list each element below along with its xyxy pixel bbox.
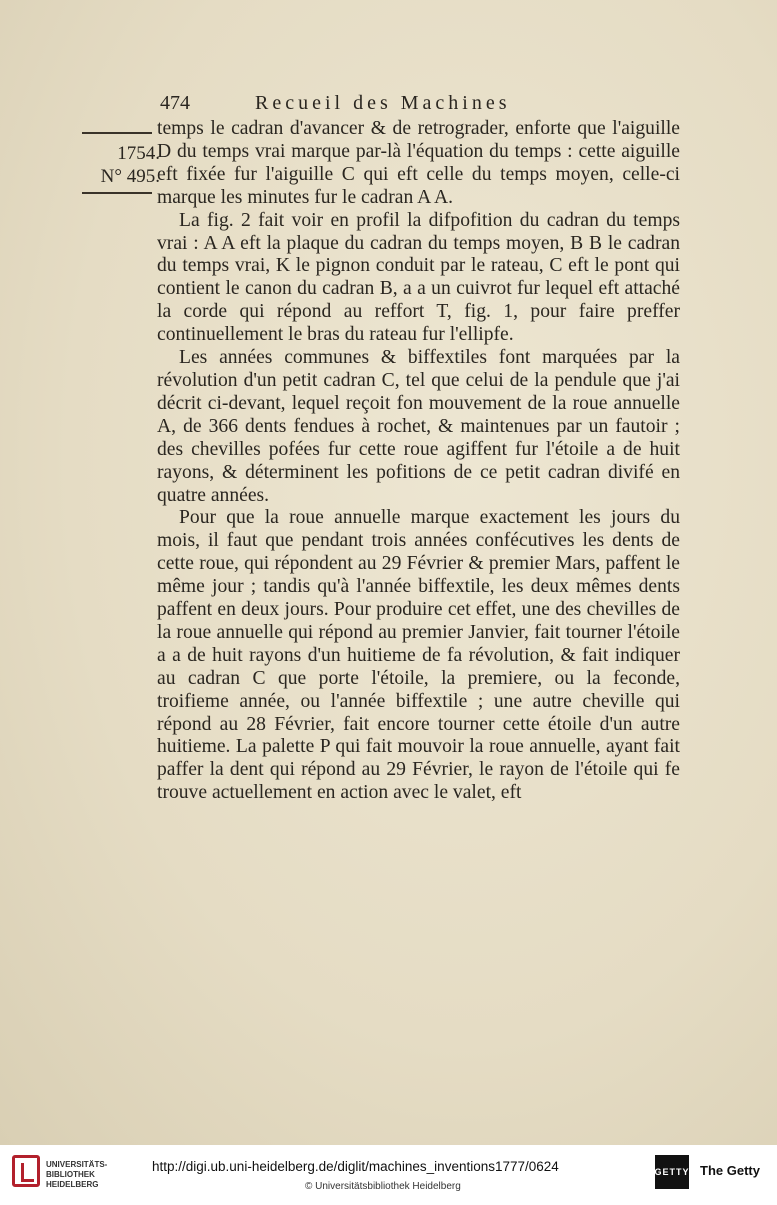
running-title: Recueil des Machines	[255, 92, 511, 114]
paragraph: La fig. 2 fait voir en profil la difpofition du cadran du temps vrai : A A eft la plaque du cadran du temps moyen, B B le cadran du temps vrai, K le pignon conduit par le rateau, C eft le pont qui contient le canon du cadran B, a a un cuivrot fur lequel eft attaché la corde qui répond au reffort T, fig. 1, pour faire preffer continuellement le bras du rateau fur l'ellipfe.	[157, 209, 680, 346]
getty-label[interactable]: The Getty	[700, 1163, 760, 1178]
page-number: 474	[160, 92, 190, 114]
page-header	[160, 92, 680, 120]
institution-name: UNIVERSITÄTS- BIBLIOTHEK HEIDELBERG	[46, 1160, 108, 1189]
margin-number: N° 495.	[100, 166, 160, 187]
margin-rule-bottom	[82, 192, 152, 194]
viewer-footer	[0, 1145, 777, 1205]
margin-year: 1754.	[117, 143, 160, 164]
margin-note	[70, 118, 160, 194]
body-text	[157, 118, 680, 805]
university-logo-icon[interactable]	[12, 1155, 40, 1187]
paragraph: temps le cadran d'avancer & de retrograder, enforte que l'aiguille D du temps vrai marque par-là l'équation du temps : cette aiguille eft fixée fur l'aiguille C qui eft celle du temps moyen, celle-ci marque les minutes fur le cadran A A.	[157, 118, 680, 208]
paragraph: Les années communes & biffextiles font marquées par la révolution d'un petit cadran C, tel que celui de la pendule que j'ai décrit ci-devant, lequel reçoit fon mouvement de la roue annuelle A, de 366 dents fendues à rochet, & maintenues par un fautoir ; des chevilles pofées fur cette roue agiffent fur l'étoile a de huit rayons, & déterminent les pofitions de ce petit cadran divifé en quatre années.	[157, 347, 680, 506]
copyright-notice: © Universitätsbibliothek Heidelberg	[305, 1181, 461, 1192]
paragraph: Pour que la roue annuelle marque exactement les jours du mois, il faut que pendant trois années confécutives les dents de cette roue, qui répondent au 29 Février & premier Mars, paffent le même jour ; tandis qu'à l'année biffextile, les deux mêmes dents paffent en deux jours. Pour produire cet effet, une des chevilles de la roue annuelle qui répond au premier Janvier, fait tourner l'étoile a a de huit rayons d'un huitieme de fa révolution, & fait indiquer au cadran C que porte l'étoile, la premiere, ou la feconde, troifieme année, ou l'année biffextile ; une autre cheville qui répond au 28 Février, fait encore tourner cette étoile d'un autre huitieme. La palette P qui fait mouvoir la roue annuelle, ayant fait paffer la dent qui répond au 29 Février, le rayon de l'étoile qui fe trouve actuellement en action avec le valet, eft	[157, 507, 680, 804]
getty-logo-icon[interactable]: GETTY	[655, 1155, 689, 1189]
margin-rule-top	[82, 132, 152, 134]
permalink-url[interactable]: http://digi.ub.uni-heidelberg.de/diglit/machines_inventions1777/0624	[152, 1159, 559, 1174]
